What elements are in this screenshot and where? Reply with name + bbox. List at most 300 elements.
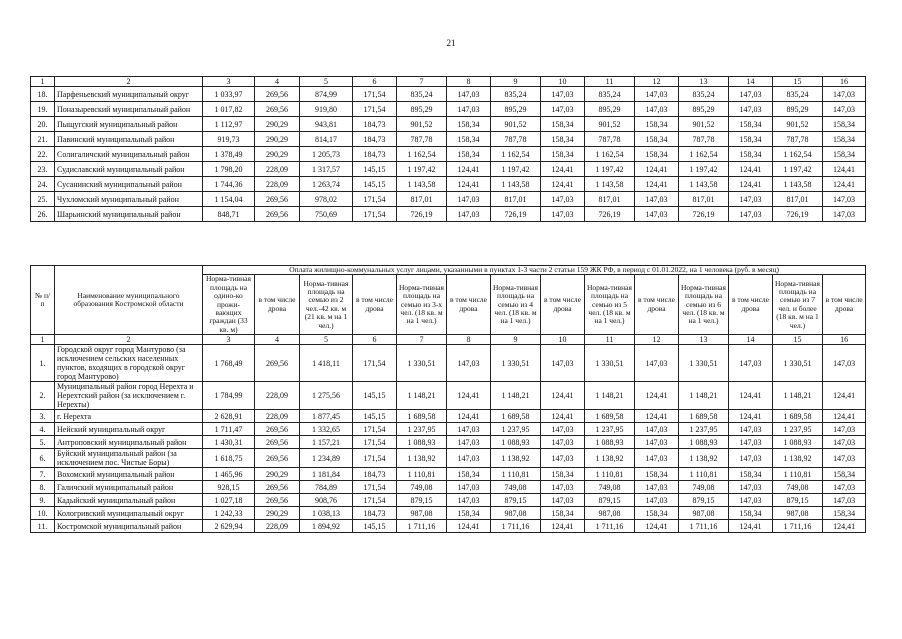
cell: 2.	[31, 382, 55, 410]
cell: 147,03	[447, 102, 491, 117]
row-name: Муниципальный район город Нерехта и Нерехтский район (за исключением г. Нерехты)	[55, 382, 203, 410]
cell: 1 711,47	[203, 423, 255, 436]
cell: 147,03	[729, 207, 773, 222]
page-number: 21	[446, 38, 456, 48]
cell: 124,41	[447, 162, 491, 177]
cell: 1 148,21	[773, 382, 823, 410]
cell: 147,03	[823, 481, 866, 494]
cell: 147,03	[541, 423, 585, 436]
cell: 787,78	[773, 132, 823, 147]
cell: 908,76	[300, 494, 353, 507]
table-row	[31, 207, 866, 222]
cell: 1 162,54	[773, 147, 823, 162]
cell: 1 138,92	[679, 449, 729, 468]
row-name: Пыщугский муниципальный район	[55, 117, 203, 132]
cell: 1 430,31	[203, 436, 255, 449]
column-number: 5	[300, 77, 353, 87]
cell: 901,52	[773, 117, 823, 132]
cell: 1 711,16	[491, 520, 541, 533]
cell: 147,03	[541, 494, 585, 507]
cell: 1 143,58	[585, 177, 635, 192]
cell: 1 181,84	[300, 468, 353, 481]
cell: 124,41	[823, 382, 866, 410]
table-row	[31, 192, 866, 207]
cell: 290,29	[255, 147, 300, 162]
cell: 171,54	[353, 494, 397, 507]
cell: 1 237,95	[397, 423, 447, 436]
cell: 787,78	[679, 132, 729, 147]
cell: 919,80	[300, 102, 353, 117]
cell: 1 877,45	[300, 410, 353, 423]
cell: 835,24	[491, 87, 541, 102]
column-number: 1	[31, 77, 55, 87]
cell: 158,34	[729, 147, 773, 162]
header-col: в том числе дрова	[635, 275, 679, 335]
cell: 1 148,21	[397, 382, 447, 410]
cell: 879,15	[773, 494, 823, 507]
cell: 158,34	[541, 132, 585, 147]
cell: 1 711,16	[773, 520, 823, 533]
cell: 787,78	[491, 132, 541, 147]
cell: 787,78	[585, 132, 635, 147]
cell: 1 088,93	[491, 436, 541, 449]
cell: 1 162,54	[585, 147, 635, 162]
column-number: 15	[773, 335, 823, 345]
table-row	[31, 102, 866, 117]
cell: 987,08	[585, 507, 635, 520]
cell: 5.	[31, 436, 55, 449]
header-col: Норма-тивная площадь на семью из 6 чел. (18 кв. м на 1 чел.)	[679, 275, 729, 335]
cell: 1 237,95	[679, 423, 729, 436]
cell: 145,15	[353, 520, 397, 533]
cell: 147,03	[823, 423, 866, 436]
cell: 290,29	[255, 507, 300, 520]
cell: 147,03	[635, 87, 679, 102]
cell: 147,03	[729, 87, 773, 102]
row-name: Кологривский муниципальный округ	[55, 507, 203, 520]
cell: 269,56	[255, 481, 300, 494]
column-number: 14	[729, 77, 773, 87]
cell: 147,03	[729, 494, 773, 507]
cell: 895,29	[679, 102, 729, 117]
cell: 814,17	[300, 132, 353, 147]
cell: 124,41	[729, 410, 773, 423]
column-number: 16	[823, 77, 866, 87]
cell: 147,03	[729, 192, 773, 207]
column-number: 16	[823, 335, 866, 345]
cell: 726,19	[679, 207, 729, 222]
cell: 269,56	[255, 449, 300, 468]
cell: 1 689,58	[679, 410, 729, 423]
cell: 158,34	[635, 507, 679, 520]
cell: 147,03	[447, 345, 491, 382]
cell: 20.	[31, 117, 55, 132]
cell: 124,41	[729, 162, 773, 177]
cell: 184,73	[353, 132, 397, 147]
cell: 158,34	[823, 132, 866, 147]
cell: 124,41	[635, 382, 679, 410]
cell: 124,41	[541, 410, 585, 423]
cell: 1 418,11	[300, 345, 353, 382]
cell: 749,08	[585, 481, 635, 494]
cell: 1 689,58	[397, 410, 447, 423]
row-name: Костромской муниципальный район	[55, 520, 203, 533]
table-row	[31, 468, 866, 481]
cell: 1 689,58	[773, 410, 823, 423]
cell: 2 628,91	[203, 410, 255, 423]
table-row	[31, 423, 866, 436]
column-number: 7	[397, 335, 447, 345]
cell: 749,08	[491, 481, 541, 494]
header-group: Оплата жилищно-коммунальных услуг лицами, указанными в пунктах 1-3 части 2 статьи 159 ЖК РФ, в период с 01.01.2022, на 1 человека (руб. в месяц)	[203, 266, 866, 275]
cell: 1 378,49	[203, 147, 255, 162]
cell: 145,15	[353, 382, 397, 410]
cell: 4.	[31, 423, 55, 436]
column-number: 9	[491, 335, 541, 345]
cell: 147,03	[541, 102, 585, 117]
table-row	[31, 162, 866, 177]
column-number-row	[31, 335, 866, 345]
table-row	[31, 345, 866, 382]
cell: 1 332,65	[300, 423, 353, 436]
cell: 18.	[31, 87, 55, 102]
row-name: Павинский муниципальный район	[55, 132, 203, 147]
cell: 1 768,49	[203, 345, 255, 382]
row-name: Кадыйский муниципальный район	[55, 494, 203, 507]
cell: 158,34	[823, 117, 866, 132]
cell: 1 689,58	[491, 410, 541, 423]
cell: 1 263,74	[300, 177, 353, 192]
table-continued	[30, 76, 866, 222]
cell: 228,09	[255, 177, 300, 192]
column-number: 6	[353, 335, 397, 345]
column-number: 3	[203, 77, 255, 87]
cell: 158,34	[447, 117, 491, 132]
table-row	[31, 132, 866, 147]
cell: 1 711,16	[397, 520, 447, 533]
cell: 1 330,51	[773, 345, 823, 382]
cell: 749,08	[773, 481, 823, 494]
cell: 1 148,21	[585, 382, 635, 410]
cell: 1 143,58	[397, 177, 447, 192]
cell: 124,41	[447, 520, 491, 533]
cell: 1 017,82	[203, 102, 255, 117]
table-row	[31, 494, 866, 507]
cell: 835,24	[773, 87, 823, 102]
cell: 8.	[31, 481, 55, 494]
column-number: 5	[300, 335, 353, 345]
cell: 1 110,81	[491, 468, 541, 481]
cell: 1 033,97	[203, 87, 255, 102]
cell: 26.	[31, 207, 55, 222]
column-number: 2	[55, 77, 203, 87]
cell: 228,09	[255, 520, 300, 533]
cell: 145,15	[353, 177, 397, 192]
cell: 1 237,95	[773, 423, 823, 436]
cell: 901,52	[679, 117, 729, 132]
row-name: Антроповский муниципальный район	[55, 436, 203, 449]
cell: 1 242,33	[203, 507, 255, 520]
table-row	[31, 117, 866, 132]
cell: 145,15	[353, 410, 397, 423]
table-row	[31, 481, 866, 494]
cell: 1 162,54	[679, 147, 729, 162]
cell: 1 798,20	[203, 162, 255, 177]
cell: 1 237,95	[585, 423, 635, 436]
cell: 147,03	[447, 436, 491, 449]
cell: 124,41	[447, 177, 491, 192]
cell: 269,56	[255, 102, 300, 117]
cell: 147,03	[823, 192, 866, 207]
cell: 290,29	[255, 468, 300, 481]
column-number: 2	[55, 335, 203, 345]
column-number: 10	[541, 77, 585, 87]
cell: 158,34	[635, 468, 679, 481]
cell: 147,03	[635, 449, 679, 468]
cell: 928,15	[203, 481, 255, 494]
cell: 817,01	[491, 192, 541, 207]
cell: 817,01	[773, 192, 823, 207]
column-number: 6	[353, 77, 397, 87]
cell: 817,01	[585, 192, 635, 207]
cell: 147,03	[635, 436, 679, 449]
cell: 147,03	[541, 481, 585, 494]
cell: 1 088,93	[397, 436, 447, 449]
cell: 124,41	[635, 520, 679, 533]
cell: 1 143,58	[679, 177, 729, 192]
cell: 1 330,51	[679, 345, 729, 382]
cell: 1 744,36	[203, 177, 255, 192]
cell: 1 234,89	[300, 449, 353, 468]
row-name: Поназыревский муниципальный район	[55, 102, 203, 117]
cell: 269,56	[255, 494, 300, 507]
row-name: Чухломский муниципальный район	[55, 192, 203, 207]
cell: 184,73	[353, 507, 397, 520]
cell: 147,03	[541, 87, 585, 102]
cell: 124,41	[823, 177, 866, 192]
cell: 1 784,99	[203, 382, 255, 410]
cell: 124,41	[541, 162, 585, 177]
column-number: 13	[679, 77, 729, 87]
row-name: Галичский муниципальный район	[55, 481, 203, 494]
cell: 987,08	[773, 507, 823, 520]
column-number: 15	[773, 77, 823, 87]
cell: 1 689,58	[585, 410, 635, 423]
column-number: 12	[635, 77, 679, 87]
cell: 1 330,51	[397, 345, 447, 382]
column-number-row	[31, 77, 866, 87]
cell: 1 110,81	[397, 468, 447, 481]
column-number: 8	[447, 77, 491, 87]
cell: 1 618,75	[203, 449, 255, 468]
header-col: в том числе дрова	[447, 275, 491, 335]
header-col: Норма-тивная площадь на семью из 4 чел. (18 кв. м на 1 чел.)	[491, 275, 541, 335]
row-name: Вохомский муниципальный район	[55, 468, 203, 481]
header-col: Норма-тивная площадь на семью из 5 чел. (18 кв. м на 1 чел.)	[585, 275, 635, 335]
cell: 24.	[31, 177, 55, 192]
table-row	[31, 177, 866, 192]
row-name: Сусанинский муниципальный район	[55, 177, 203, 192]
cell: 171,54	[353, 423, 397, 436]
cell: 817,01	[679, 192, 729, 207]
cell: 147,03	[823, 207, 866, 222]
cell: 158,34	[541, 468, 585, 481]
cell: 726,19	[773, 207, 823, 222]
cell: 1 143,58	[491, 177, 541, 192]
cell: 145,15	[353, 162, 397, 177]
header-num: № п/п	[31, 266, 55, 335]
row-name: Солигаличский муниципальный район	[55, 147, 203, 162]
cell: 749,08	[679, 481, 729, 494]
table-row	[31, 436, 866, 449]
cell: 1 330,51	[585, 345, 635, 382]
cell: 147,03	[823, 345, 866, 382]
cell: 147,03	[635, 481, 679, 494]
table-row	[31, 520, 866, 533]
row-name: Парфеньевский муниципальный округ	[55, 87, 203, 102]
table-row	[31, 507, 866, 520]
cell: 787,78	[397, 132, 447, 147]
cell: 290,29	[255, 132, 300, 147]
cell: 147,03	[729, 345, 773, 382]
cell: 817,01	[397, 192, 447, 207]
cell: 158,34	[447, 132, 491, 147]
row-name: Буйский муниципальный район (за исключением пос. Чистые Боры)	[55, 449, 203, 468]
column-number: 9	[491, 77, 541, 87]
column-number: 8	[447, 335, 491, 345]
cell: 895,29	[397, 102, 447, 117]
cell: 726,19	[585, 207, 635, 222]
cell: 124,41	[447, 410, 491, 423]
cell: 269,56	[255, 345, 300, 382]
column-number: 13	[679, 335, 729, 345]
cell: 158,34	[447, 468, 491, 481]
cell: 874,99	[300, 87, 353, 102]
cell: 1 330,51	[491, 345, 541, 382]
cell: 23.	[31, 162, 55, 177]
cell: 835,24	[397, 87, 447, 102]
cell: 1 088,93	[773, 436, 823, 449]
cell: 124,41	[635, 177, 679, 192]
cell: 147,03	[447, 494, 491, 507]
cell: 147,03	[447, 449, 491, 468]
cell: 158,34	[541, 147, 585, 162]
cell: 147,03	[823, 449, 866, 468]
column-number: 4	[255, 77, 300, 87]
cell: 1 143,58	[773, 177, 823, 192]
cell: 147,03	[823, 87, 866, 102]
cell: 124,41	[729, 520, 773, 533]
cell: 171,54	[353, 436, 397, 449]
header-col: в том числе дрова	[541, 275, 585, 335]
cell: 171,54	[353, 207, 397, 222]
cell: 269,56	[255, 207, 300, 222]
cell: 1 162,54	[397, 147, 447, 162]
cell: 10.	[31, 507, 55, 520]
cell: 835,24	[679, 87, 729, 102]
header-col: в том числе дрова	[823, 275, 866, 335]
cell: 124,41	[541, 382, 585, 410]
cell: 269,56	[255, 192, 300, 207]
cell: 147,03	[447, 207, 491, 222]
cell: 158,34	[823, 468, 866, 481]
cell: 171,54	[353, 102, 397, 117]
cell: 2 629,94	[203, 520, 255, 533]
cell: 269,56	[255, 87, 300, 102]
cell: 171,54	[353, 449, 397, 468]
cell: 228,09	[255, 410, 300, 423]
cell: 943,81	[300, 117, 353, 132]
cell: 1 112,97	[203, 117, 255, 132]
cell: 147,03	[729, 102, 773, 117]
cell: 1 027,18	[203, 494, 255, 507]
cell: 147,03	[541, 207, 585, 222]
table-row	[31, 147, 866, 162]
cell: 978,02	[300, 192, 353, 207]
cell: 147,03	[729, 423, 773, 436]
cell: 158,34	[635, 117, 679, 132]
cell: 1 138,92	[585, 449, 635, 468]
cell: 22.	[31, 147, 55, 162]
cell: 124,41	[823, 410, 866, 423]
cell: 1 237,95	[491, 423, 541, 436]
header-col: Норма-тивная площадь на семью из 2 чел.-42 кв. м (21 кв. м на 1 чел.)	[300, 275, 353, 335]
cell: 147,03	[823, 102, 866, 117]
cell: 1 711,16	[585, 520, 635, 533]
cell: 147,03	[541, 192, 585, 207]
cell: 147,03	[729, 449, 773, 468]
cell: 147,03	[447, 481, 491, 494]
cell: 158,34	[447, 147, 491, 162]
column-number: 12	[635, 335, 679, 345]
header-col: Норма-тивная площадь на семью из 3-х чел. (18 кв. м на 1 чел.)	[397, 275, 447, 335]
cell: 879,15	[585, 494, 635, 507]
cell: 3.	[31, 410, 55, 423]
cell: 1 162,54	[491, 147, 541, 162]
table-row	[31, 87, 866, 102]
cell: 228,09	[255, 162, 300, 177]
cell: 19.	[31, 102, 55, 117]
row-name: Шарьинский муниципальный район	[55, 207, 203, 222]
table-row	[31, 449, 866, 468]
cell: 1 038,13	[300, 507, 353, 520]
cell: 158,34	[635, 147, 679, 162]
column-number: 11	[585, 77, 635, 87]
cell: 1 197,42	[773, 162, 823, 177]
cell: 1 711,16	[679, 520, 729, 533]
cell: 848,71	[203, 207, 255, 222]
cell: 147,03	[541, 436, 585, 449]
cell: 147,03	[823, 494, 866, 507]
table-main	[30, 265, 866, 533]
cell: 1 138,92	[773, 449, 823, 468]
cell: 158,34	[823, 147, 866, 162]
cell: 147,03	[635, 345, 679, 382]
cell: 1 317,57	[300, 162, 353, 177]
header-col: Норма-тивная площадь на одино-ко прожи-вающих граждан (33 кв. м)	[203, 275, 255, 335]
cell: 987,08	[397, 507, 447, 520]
cell: 1 138,92	[491, 449, 541, 468]
cell: 784,89	[300, 481, 353, 494]
cell: 158,34	[541, 117, 585, 132]
cell: 124,41	[447, 382, 491, 410]
cell: 124,41	[541, 520, 585, 533]
cell: 1 157,21	[300, 436, 353, 449]
cell: 147,03	[729, 481, 773, 494]
cell: 1 148,21	[491, 382, 541, 410]
row-name: Городской округ город Мантурово (за исключением сельских населенных пунктов, входящих в городской округ город Мантурово)	[55, 345, 203, 382]
cell: 158,34	[635, 132, 679, 147]
